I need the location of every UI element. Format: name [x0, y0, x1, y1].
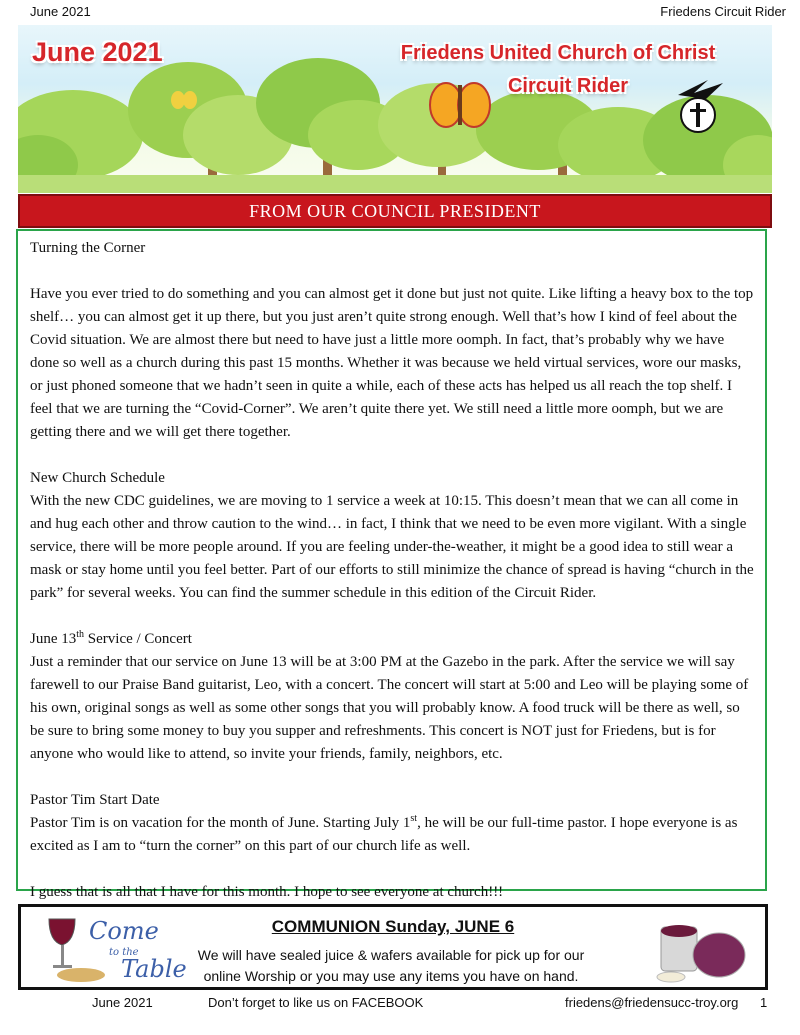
communion-title: COMMUNION Sunday, JUNE 6	[271, 917, 515, 936]
footer-email: friedens@friedensucc-troy.org	[565, 995, 739, 1010]
section-header: FROM OUR COUNCIL PRESIDENT	[18, 194, 772, 228]
page-footer	[0, 995, 800, 1019]
communion-notice	[18, 904, 768, 990]
masthead-banner	[18, 25, 772, 193]
tree-foliage	[18, 58, 772, 193]
article-paragraph: Pastor Tim is on vacation for the month of June. Starting July 1st, he will be our full-time pastor. I hope everyone is as excited as I am to “turn the corner” on this part of our church life as well.	[30, 813, 738, 854]
communion-line: We will have sealed juice & wafers available for pick up for our	[197, 947, 585, 963]
article-paragraph: With the new CDC guidelines, we are moving to 1 service a week at 10:15. This doesn’t mean that we can all come in and hug each other and throw caution to the wind… in fact, I think that we need to be even more vigilant. With a single service, there will be more people around. If you are feeling under-the-weather, it might be a good idea to still wear a mask or stay home until you feel better. Part of our efforts to still minimize the chance of spread is having “church in the park” for several weeks. You can find the summer schedule in this edition of the Circuit Rider.	[30, 493, 754, 601]
communion-body	[191, 945, 591, 987]
article-heading: New Church Schedule	[30, 470, 165, 486]
butterfly-icon	[430, 83, 490, 127]
footer-date: June 2021	[92, 995, 153, 1010]
article-paragraph: Have you ever tried to do something and you can almost get it done but just not quite. Like lifting a heavy box to the top shelf… you can almost get it up there, but you just aren’t quite strong enough. Well that’s how I kind of feel about the Covid situation. We are almost there but need to have just a little more oomph. In fact, that’s probably why we have done so well as a church during this past 15 months. Whether it was because we held virtual services, wore our masks, or just phoned someone that we hadn’t seen in quite a while, each of these acts has helped us all reach the top shelf. I feel that we are turning the “Covid-Corner”. We aren’t quite there yet. We still need a little more oomph, but we are getting there and we will get there together.	[30, 286, 754, 440]
communion-cups-icon	[649, 915, 749, 985]
banner-church-name: Friedens United Church of Christ	[400, 42, 716, 64]
banner-month: June 2021	[32, 37, 163, 67]
president-article	[16, 229, 767, 900]
logo-text-table: Table	[121, 955, 187, 983]
article-heading: Pastor Tim Start Date	[30, 792, 160, 808]
page-number: 1	[760, 995, 768, 1010]
communion-line: online Worship or you may use any items you have on hand.	[203, 968, 579, 984]
footer-facebook-note: Don’t forget to like us on FACEBOOK	[208, 995, 424, 1010]
article-heading: Turning the Corner	[30, 240, 146, 256]
article-paragraph: I guess that is all that I have for this month. I hope to see everyone at church!!!	[30, 884, 504, 900]
running-head	[0, 2, 800, 20]
article-heading: June 13th Service / Concert	[30, 629, 192, 647]
article-paragraph: Just a reminder that our service on June 13 will be at 3:00 PM at the Gazebo in the park. After the service we will say farewell to our Praise Band guitarist, Leo, with a concert. The concert will start at 5:00 and Leo will be playing some of his own, original songs as well as some other songs that you will probably know. A food truck will be there as well, so be sure to bring some money to buy you supper and refreshments. This concert is NOT just for Friedens, but is for anyone who would like to attend, so invite your friends, family, neighbors, etc.	[30, 654, 749, 762]
logo-text-to-the: to the	[109, 947, 139, 958]
banner-newsletter-name: Circuit Rider	[507, 75, 629, 97]
running-head-date: June 2021	[30, 4, 91, 19]
running-head-publication: Friedens Circuit Rider	[660, 4, 786, 19]
logo-text-come: Come	[89, 917, 159, 945]
